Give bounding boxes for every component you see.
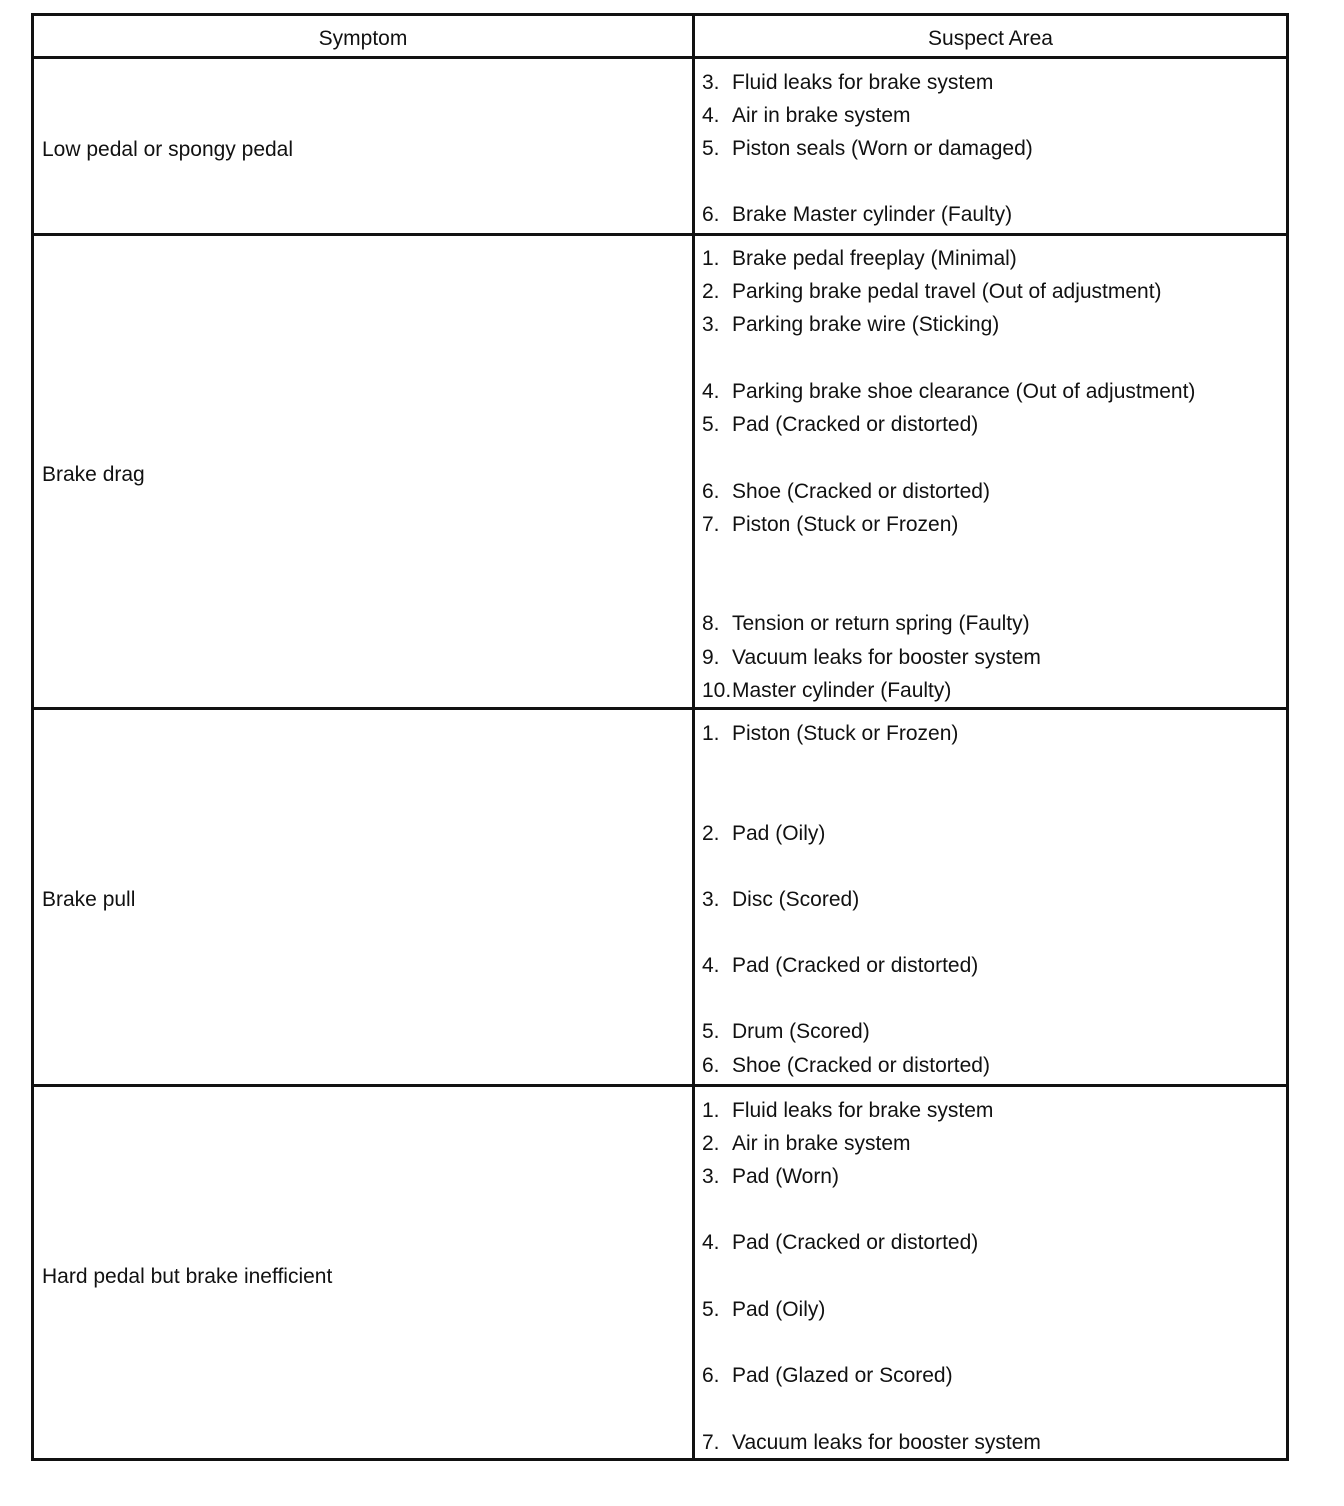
suspect-item (702, 314, 999, 336)
item-number: 3. (702, 1165, 720, 1188)
item-number: 5. (702, 1298, 720, 1321)
suspect-item (702, 889, 859, 911)
item-text: Parking brake shoe clearance (Out of adjustment) (732, 380, 1196, 403)
item-text: Vacuum leaks for booster system (732, 1431, 1041, 1454)
item-number: 6. (702, 1364, 720, 1387)
suspect-item (702, 1055, 990, 1077)
suspect-item (702, 1133, 911, 1155)
item-number: 5. (702, 1020, 720, 1043)
suspect-item (702, 613, 1030, 635)
item-text: Pad (Cracked or distorted) (732, 1231, 979, 1254)
item-number: 7. (702, 513, 720, 536)
suspect-item (702, 414, 978, 436)
symptom-cell: Brake pull (42, 888, 136, 911)
item-number: 2. (702, 1132, 720, 1155)
suspect-item (702, 823, 825, 845)
item-number: 4. (702, 1231, 720, 1254)
item-number: 2. (702, 280, 720, 303)
suspect-item (702, 1021, 870, 1043)
suspect-item (702, 514, 958, 536)
item-text: Pad (Cracked or distorted) (732, 954, 979, 977)
item-text: Vacuum leaks for booster system (732, 646, 1041, 669)
item-number: 4. (702, 104, 720, 127)
suspect-item (702, 281, 1162, 303)
suspect-item (702, 955, 978, 977)
item-text: Air in brake system (732, 104, 911, 127)
suspect-item (702, 481, 990, 503)
item-number: 4. (702, 954, 720, 977)
item-text: Parking brake wire (Sticking) (732, 313, 1000, 336)
suspect-item (702, 1166, 839, 1188)
item-number: 6. (702, 203, 720, 226)
suspect-item (702, 1432, 1041, 1454)
header-symptom: Symptom (318, 27, 408, 50)
item-text: Pad (Worn) (732, 1165, 839, 1188)
suspect-item (702, 248, 1017, 270)
row-divider (34, 1084, 1286, 1087)
item-number: 4. (702, 380, 720, 403)
header-suspect-area: Suspect Area (928, 27, 1053, 50)
item-number: 1. (702, 722, 720, 745)
item-number: 6. (702, 1054, 720, 1077)
item-number: 2. (702, 822, 720, 845)
item-text: Fluid leaks for brake system (732, 71, 994, 94)
item-number: 5. (702, 137, 720, 160)
item-text: Air in brake system (732, 1132, 911, 1155)
item-number: 9. (702, 646, 720, 669)
item-number: 3. (702, 313, 720, 336)
item-text: Piston (Stuck or Frozen) (732, 722, 959, 745)
item-text: Drum (Scored) (732, 1020, 870, 1043)
suspect-item (702, 1232, 978, 1254)
item-text: Shoe (Cracked or distorted) (732, 1054, 990, 1077)
item-text: Pad (Oily) (732, 1298, 826, 1321)
suspect-item (702, 381, 1195, 403)
suspect-item (702, 138, 1033, 160)
row-divider (34, 233, 1286, 236)
item-text: Disc (Scored) (732, 888, 860, 911)
item-text: Fluid leaks for brake system (732, 1099, 994, 1122)
item-text: Parking brake pedal travel (Out of adjustment) (732, 280, 1162, 303)
item-text: Brake Master cylinder (Faulty) (732, 203, 1013, 226)
item-text: Piston seals (Worn or damaged) (732, 137, 1033, 160)
item-number: 5. (702, 413, 720, 436)
suspect-item (702, 680, 951, 702)
item-text: Brake pedal freeplay (Minimal) (732, 247, 1017, 270)
item-number: 8. (702, 612, 720, 635)
item-number: 1. (702, 1099, 720, 1122)
symptom-cell: Low pedal or spongy pedal (42, 138, 294, 161)
suspect-item (702, 1299, 825, 1321)
suspect-item (702, 105, 911, 127)
suspect-item (702, 72, 993, 94)
item-text: Master cylinder (Faulty) (732, 679, 952, 702)
suspect-item (702, 204, 1012, 226)
suspect-item (702, 1100, 993, 1122)
symptom-cell: Hard pedal but brake inefficient (42, 1265, 333, 1288)
item-number: 6. (702, 480, 720, 503)
troubleshooting-table (31, 13, 1289, 1461)
row-divider (34, 707, 1286, 710)
item-number: 3. (702, 71, 720, 94)
item-text: Pad (Oily) (732, 822, 826, 845)
item-text: Pad (Glazed or Scored) (732, 1364, 953, 1387)
symptom-cell: Brake drag (42, 463, 145, 486)
item-text: Shoe (Cracked or distorted) (732, 480, 990, 503)
item-number: 10. (702, 679, 732, 702)
item-text: Piston (Stuck or Frozen) (732, 513, 959, 536)
suspect-item (702, 1365, 953, 1387)
item-text: Tension or return spring (Faulty) (732, 612, 1030, 635)
suspect-item (702, 723, 958, 745)
item-number: 7. (702, 1431, 720, 1454)
item-text: Pad (Cracked or distorted) (732, 413, 979, 436)
item-number: 1. (702, 247, 720, 270)
suspect-item (702, 647, 1041, 669)
item-number: 3. (702, 888, 720, 911)
